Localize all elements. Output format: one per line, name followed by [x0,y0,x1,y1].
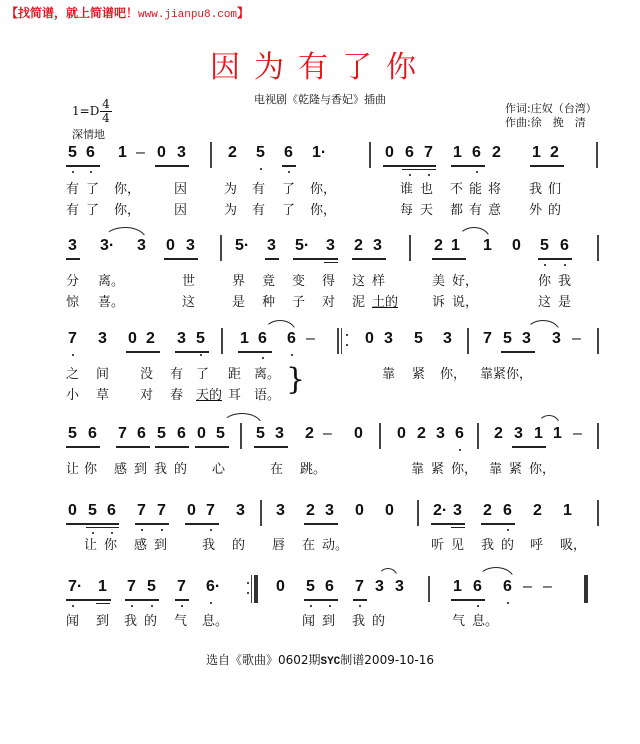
composer: 作曲:徐 挽 清 [505,116,586,129]
footer-source [0,651,640,668]
note: 1 [453,144,462,161]
note: – [136,144,145,161]
note: 5 [256,144,265,161]
banner-text: 【找简谱，就上简谱吧！ [6,6,139,20]
time-top: 4 [102,97,110,111]
barline [369,142,371,168]
note: 2 [492,144,501,161]
note: 0 [385,144,394,161]
note: 1· [312,144,327,161]
verse-brace: } [286,362,306,397]
final-barline [584,575,588,603]
time-signature [100,98,112,125]
footer-prefix: 选自《歌曲》0602期 [205,653,321,667]
note: 1 [532,144,541,161]
key-signature: 1=D [72,104,100,118]
note: 6 [472,144,481,161]
repeat-end-barline [254,575,258,603]
song-subtitle: 电视剧《乾隆与香妃》插曲 [254,93,386,106]
site-banner [6,4,249,21]
note: 6 [86,144,95,161]
lyricist: 作词:庄奴（台湾） [505,102,597,115]
banner-close: 】 [237,6,250,20]
tempo-marking: 深情地 [72,128,105,141]
note: 1 [118,144,127,161]
note: 2 [550,144,559,161]
note: 0 [157,144,166,161]
footer-mark: SYC [320,656,341,668]
footer-suffix: 制谱2009-10-16 [340,653,435,667]
note: 5 [68,144,77,161]
barline [210,142,212,168]
barline [596,142,598,168]
banner-url[interactable]: www.jianpu8.com [138,9,238,21]
time-bottom: 4 [102,111,110,125]
note: 6 [405,144,414,161]
note: 6 [284,144,293,161]
song-title: 因为有了你 [210,50,430,85]
credits [505,102,597,130]
note: 3 [177,144,186,161]
note: 7 [424,144,433,161]
note: 2 [228,144,237,161]
